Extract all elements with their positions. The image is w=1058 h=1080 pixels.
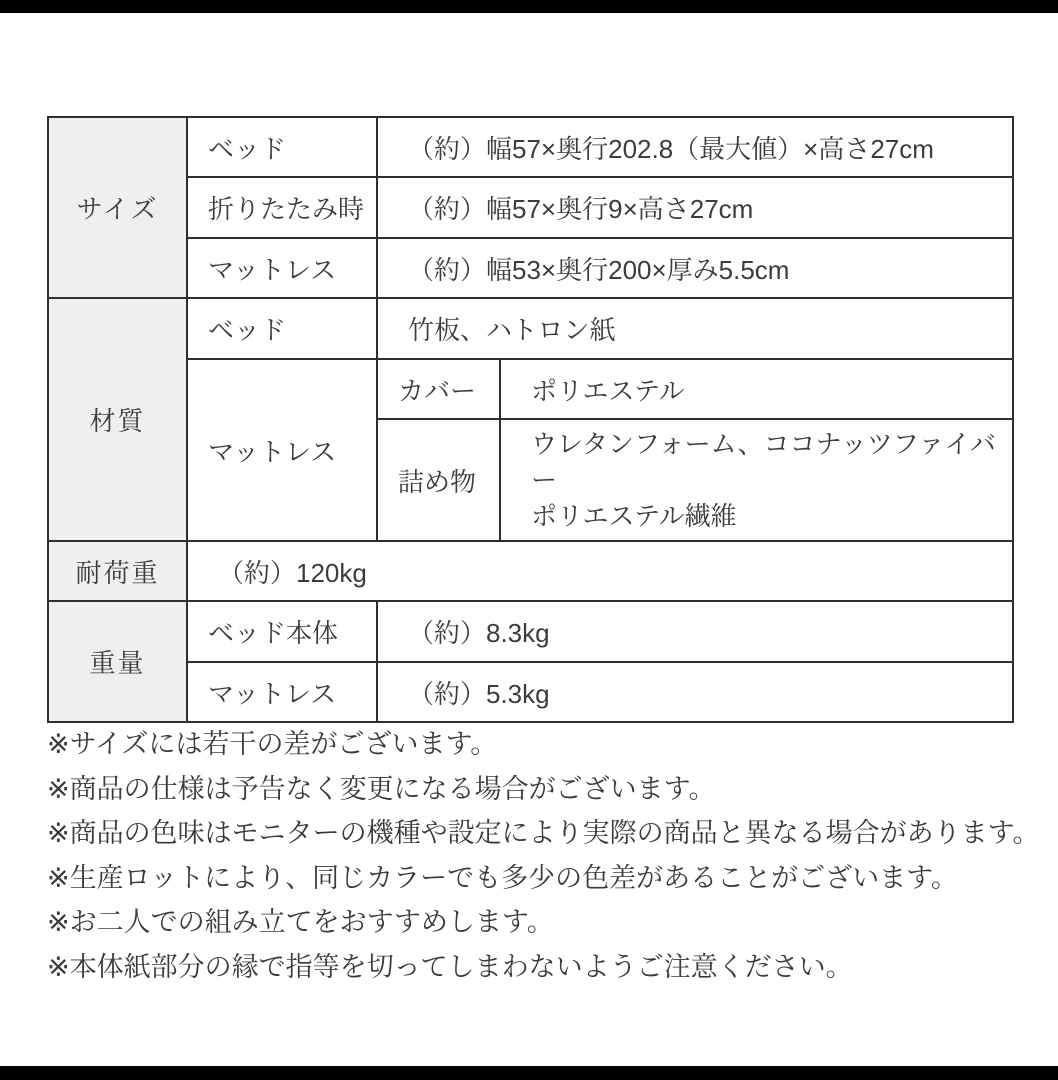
category-cell-size: サイズ (48, 117, 187, 298)
spec-table (47, 116, 1014, 723)
category-cell-material: 材質 (48, 298, 187, 541)
table-row (48, 541, 1013, 601)
value-cell-size-mattress: （約）幅53×奥行200×厚み5.5cm (377, 238, 1013, 298)
key-cell-material-mattress: マットレス (187, 359, 377, 541)
table-row (48, 177, 1013, 238)
key-cell-weight-bed: ベッド本体 (187, 601, 377, 662)
value-cell-weight-mattress: （約）5.3kg (377, 662, 1013, 722)
footnotes (47, 722, 1040, 989)
spec-table-wrapper (47, 116, 1012, 723)
bottom-black-bar (0, 1066, 1058, 1080)
value-cell-weight-bed: （約）8.3kg (377, 601, 1013, 662)
footnote-monitor-color: ※商品の色味はモニターの機種や設定により実際の商品と異なる場合があります。 (47, 818, 1040, 848)
key-cell-size-bed: ベッド (187, 117, 377, 177)
footnote-spec-change: ※商品の仕様は予告なく変更になる場合がございます。 (47, 773, 716, 804)
table-row (48, 359, 1013, 419)
value-cell-material-bed: 竹板、ハトロン紙 (377, 298, 1013, 359)
key-cell-size-folded: 折りたたみ時 (187, 177, 377, 238)
filling-value-line2: ポリエステル繊維 (531, 501, 737, 531)
table-row (48, 117, 1013, 177)
key-cell-size-mattress: マットレス (187, 238, 377, 298)
value-cell-filling (500, 419, 1013, 541)
table-row (48, 601, 1013, 662)
value-cell-cover: ポリエステル (500, 359, 1013, 419)
footnote-paper-edge: ※本体紙部分の縁で指等を切ってしまわないようご注意ください。 (47, 951, 853, 982)
value-cell-load: （約）120kg (187, 541, 1013, 601)
footnote-assembly: ※お二人での組み立てをおすすめします。 (47, 907, 554, 937)
category-cell-weight: 重量 (48, 601, 187, 722)
filling-value-line1: ウレタンフォーム、ココナッツファイバー (531, 429, 996, 495)
value-cell-size-folded: （約）幅57×奥行9×高さ27cm (377, 177, 1013, 238)
subkey-cell-filling: 詰め物 (377, 419, 500, 541)
value-cell-size-bed: （約）幅57×奥行202.8（最大値）×高さ27cm (377, 117, 1013, 177)
table-row (48, 298, 1013, 359)
subkey-cell-cover: カバー (377, 359, 500, 419)
key-cell-weight-mattress: マットレス (187, 662, 377, 722)
category-cell-load: 耐荷重 (48, 541, 187, 601)
footnote-lot-color: ※生産ロットにより、同じカラーでも多少の色差があることがございます。 (47, 862, 958, 893)
key-cell-material-bed: ベッド (187, 298, 377, 359)
top-black-bar (0, 0, 1058, 13)
table-row (48, 238, 1013, 298)
table-row (48, 662, 1013, 722)
footnote-size-variance: ※サイズには若干の差がございます。 (47, 729, 498, 759)
